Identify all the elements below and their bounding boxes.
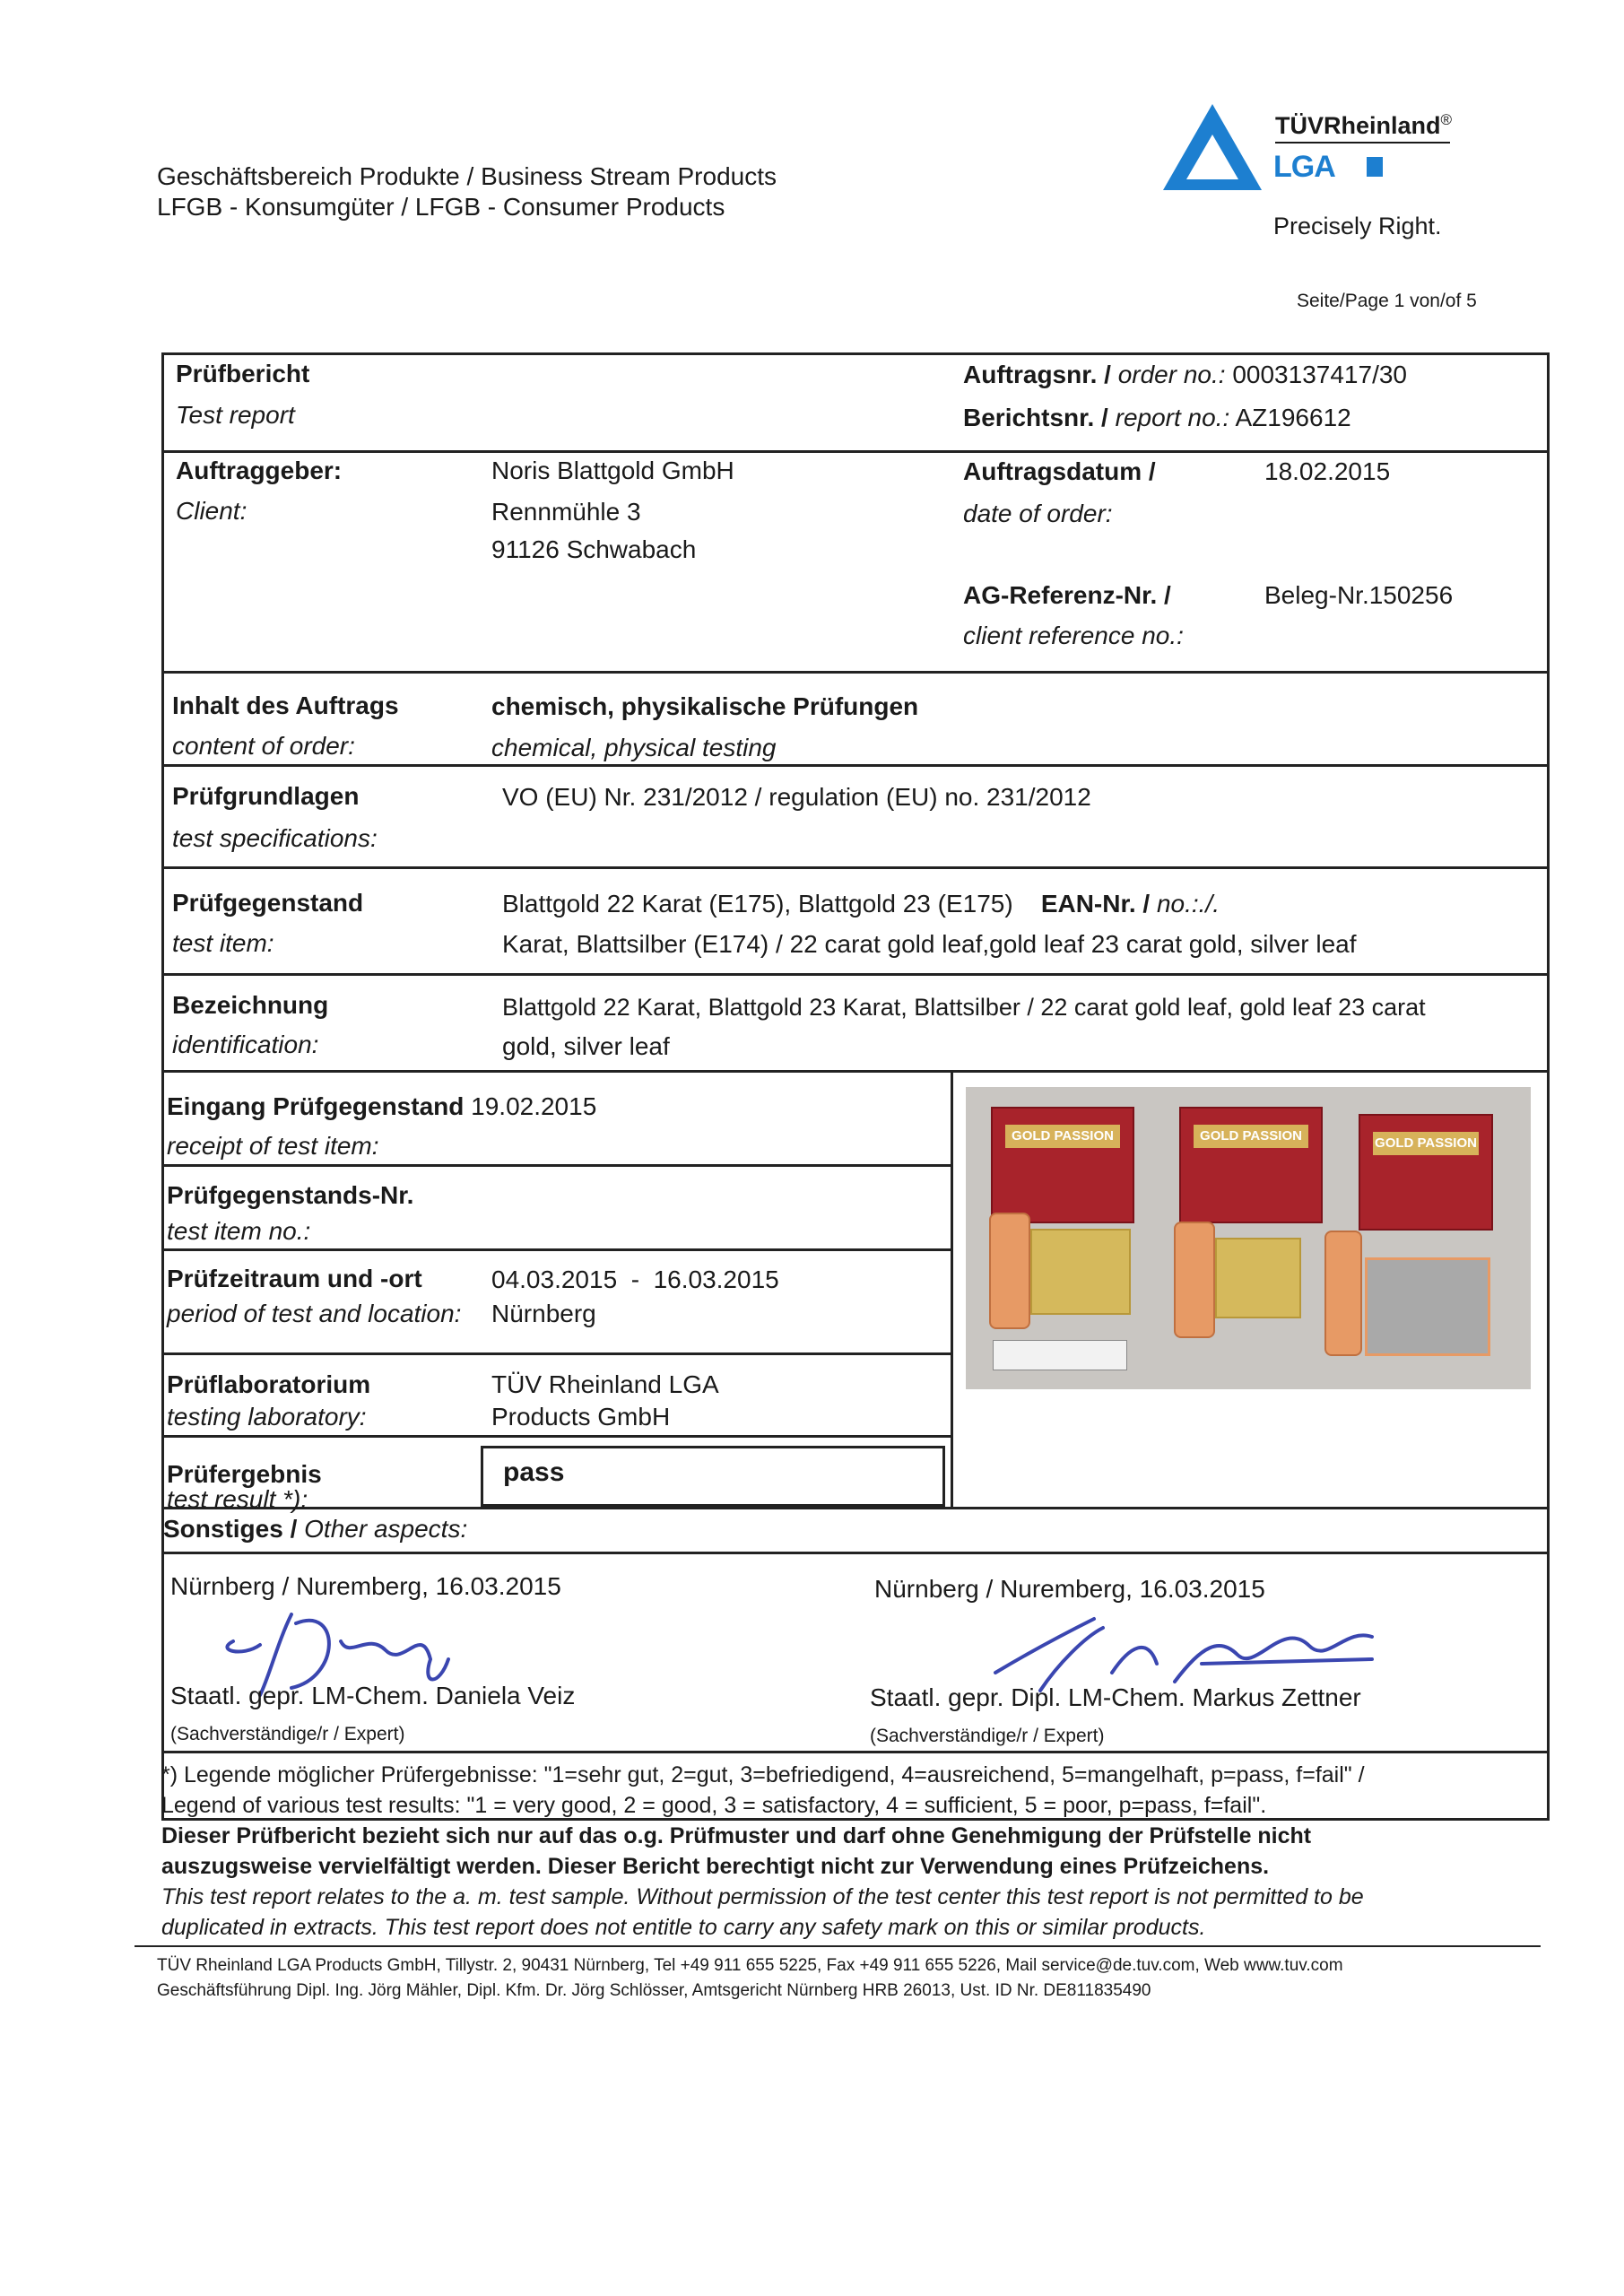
ean-value: ./. (1198, 890, 1220, 918)
brand-name-text: TÜVRheinland (1275, 112, 1441, 139)
divider-after-item (161, 973, 1550, 976)
receipt-value: 19.02.2015 (471, 1092, 597, 1120)
gold-roll-1 (989, 1213, 1030, 1329)
order-label-en: order no.: (1117, 361, 1226, 388)
client-ref-value: Beleg-Nr.150256 (1264, 581, 1454, 609)
divider-after-lab (161, 1435, 952, 1438)
report-title-de: Prüfbericht (176, 360, 310, 387)
other-label-en: Other aspects: (304, 1515, 468, 1543)
receipt-row (167, 1091, 596, 1122)
result-value: pass (503, 1457, 565, 1487)
left-place-date: Nürnberg / Nuremberg, 16.03.2015 (170, 1572, 561, 1600)
content-label-de: Inhalt des Auftrags (172, 691, 399, 719)
divider-after-item-no (161, 1248, 952, 1251)
legend-line-2: Legend of various test results: "1 = very good, 2 = good, 3 = satisfactory, 4 = sufficient, 5 = poor, p=pass, f=fail". (161, 1793, 1267, 1818)
footer-line-2: Geschäftsführung Dipl. Ing. Jörg Mähler, Dipl. Kfm. Dr. Jörg Schlösser, Amtsgericht Nürnberg HRB 26013, Ust. ID Nr. DE811835490 (157, 1981, 1151, 2000)
divider-after-specs (161, 866, 1550, 869)
period-dates: 04.03.2015 - 16.03.2015 (491, 1265, 779, 1293)
item-label-en: test item: (172, 929, 274, 957)
divider-after-content (161, 764, 1550, 767)
measuring-ruler (993, 1340, 1127, 1370)
left-name: Staatl. gepr. LM-Chem. Daniela Veiz (170, 1682, 576, 1709)
identification-label-de: Bezeichnung (172, 991, 329, 1019)
packet-3-label: GOLD PASSION (1373, 1132, 1479, 1155)
other-label-de: Sonstiges / (163, 1515, 298, 1543)
lga-square-icon (1367, 157, 1383, 177)
content-value-de: chemisch, physikalische Prüfungen (491, 692, 919, 720)
page-indicator: Seite/Page 1 von/of 5 (1297, 291, 1477, 311)
order-date-value: 18.02.2015 (1264, 457, 1391, 485)
lab-value-line2: Products GmbH (491, 1403, 671, 1431)
report-title-en: Test report (176, 401, 295, 429)
brand-name (1275, 106, 1452, 140)
divider-after-result (161, 1507, 1550, 1509)
lga-logo: LGA (1273, 150, 1335, 184)
order-label-de: Auftragsnr. / (963, 361, 1111, 388)
report-number-row (963, 403, 1351, 433)
receipt-label-en: receipt of test item: (167, 1132, 379, 1160)
footer-line-1: TÜV Rheinland LGA Products GmbH, Tillystr. 2, 90431 Nürnberg, Tel +49 911 655 5225, Fax +49 911 655 5226, Mail service@de.tuv.com, Web www.tuv.com (157, 1956, 1343, 1975)
identification-value-line2: gold, silver leaf (502, 1032, 670, 1060)
legend-line-1: *) Legende möglicher Prüfergebnisse: "1=sehr gut, 2=gut, 3=befriedigend, 4=ausreichend, 5=mangelhaft, p=pass, f=fail" / (161, 1762, 1365, 1787)
divider-after-period (161, 1352, 952, 1355)
client-ref-label-de: AG-Referenz-Nr. / (963, 581, 1171, 609)
client-label-en: Client: (176, 497, 248, 525)
packet-2-label: GOLD PASSION (1194, 1125, 1308, 1148)
specs-label-de: Prüfgrundlagen (172, 782, 360, 810)
legend-line-4: auszugsweise vervielfältigt werden. Dieser Bericht berechtigt nicht zur Verwendung eines Prüfzeichens. (161, 1854, 1270, 1879)
divider-after-receipt (161, 1164, 952, 1167)
item-value-line2: Karat, Blattsilber (E174) / 22 carat gold leaf,gold leaf 23 carat gold, silver leaf (502, 930, 1357, 958)
tuv-triangle-logo-icon (1161, 100, 1264, 195)
right-border (1547, 352, 1550, 1821)
consumer-products-line: LFGB - Konsumgüter / LFGB - Consumer Products (157, 193, 725, 221)
other-aspects-row (163, 1514, 467, 1544)
photo-column-divider (951, 1070, 953, 1508)
legend-line-6: duplicated in extracts. This test report does not entitle to carry any safety mark on this or similar products. (161, 1915, 1206, 1940)
silver-roll (1324, 1231, 1362, 1356)
item-no-label-en: test item no.: (167, 1217, 311, 1245)
client-ref-label-en: client reference no.: (963, 622, 1184, 649)
report-label-de: Berichtsnr. / (963, 404, 1108, 431)
result-label-de: Prüfergebnis (167, 1460, 322, 1488)
identification-label-en: identification: (172, 1031, 319, 1058)
client-city: 91126 Schwabach (491, 535, 697, 563)
lab-label-en: testing laboratory: (167, 1403, 367, 1431)
specs-value: VO (EU) Nr. 231/2012 / regulation (EU) no. 231/2012 (502, 783, 1091, 811)
registered-mark: ® (1440, 111, 1453, 128)
client-label-de: Auftraggeber: (176, 457, 343, 484)
footer-rule (135, 1945, 1541, 1947)
client-street: Rennmühle 3 (491, 498, 641, 526)
legend-line-5: This test report relates to the a. m. test sample. Without permission of the test center this test report is not permitted to be (161, 1884, 1364, 1909)
period-location: Nürnberg (491, 1300, 596, 1327)
packet-1 (991, 1107, 1134, 1223)
ean-label-en: no.: (1156, 890, 1199, 918)
divider-after-signatures (161, 1751, 1550, 1753)
right-role: (Sachverständige/r / Expert) (870, 1726, 1105, 1746)
item-no-label-de: Prüfgegenstands-Nr. (167, 1181, 414, 1209)
client-name: Noris Blattgold GmbH (491, 457, 734, 484)
product-photo (966, 1087, 1531, 1389)
divider-after-other (161, 1552, 1550, 1554)
top-border (161, 352, 1550, 355)
right-name: Staatl. gepr. Dipl. LM-Chem. Markus Zettner (870, 1683, 1361, 1711)
silver-leaf-sample (1365, 1257, 1490, 1356)
divider-after-identification (161, 1070, 1550, 1073)
period-label-de: Prüfzeitraum und -ort (167, 1265, 422, 1292)
right-place-date: Nürnberg / Nuremberg, 16.03.2015 (874, 1575, 1265, 1603)
divider-after-report (161, 450, 1550, 453)
packet-1-label: GOLD PASSION (1005, 1125, 1120, 1148)
brand-divider (1275, 142, 1450, 144)
item-value-line1: Blattgold 22 Karat (E175), Blattgold 23 (E175) (502, 890, 1013, 918)
specs-label-en: test specifications: (172, 824, 378, 852)
packet-2 (1179, 1107, 1323, 1223)
business-stream-line: Geschäftsbereich Produkte / Business Stream Products (157, 162, 777, 190)
item-label-de: Prüfgegenstand (172, 889, 364, 917)
result-label-en: test result *): (167, 1485, 308, 1513)
gold-leaf-sample-1 (1030, 1229, 1131, 1315)
slogan: Precisely Right. (1273, 213, 1442, 239)
divider-after-client (161, 671, 1550, 674)
order-number-row (963, 360, 1407, 390)
item-value-line1-row (502, 889, 1220, 919)
report-value: AZ196612 (1235, 404, 1351, 431)
lab-label-de: Prüflaboratorium (167, 1370, 371, 1398)
order-value: 0003137417/30 (1232, 361, 1407, 388)
left-role: (Sachverständige/r / Expert) (170, 1724, 405, 1744)
identification-value-line1: Blattgold 22 Karat, Blattgold 23 Karat, Blattsilber / 22 carat gold leaf, gold leaf 23 carat (502, 994, 1426, 1021)
ean-label: EAN-Nr. / (1040, 890, 1151, 918)
receipt-label-de: Eingang Prüfgegenstand (167, 1092, 465, 1120)
order-date-label-de: Auftragsdatum / (963, 457, 1156, 485)
result-box (481, 1446, 945, 1507)
gold-roll-2 (1174, 1222, 1215, 1338)
left-border (161, 352, 164, 1821)
content-label-en: content of order: (172, 732, 355, 760)
report-label-en: report no.: (1115, 404, 1230, 431)
gold-leaf-sample-2 (1215, 1238, 1301, 1318)
order-date-label-en: date of order: (963, 500, 1113, 527)
packet-3 (1359, 1114, 1493, 1231)
content-value-en: chemical, physical testing (491, 734, 777, 761)
lab-value-line1: TÜV Rheinland LGA (491, 1370, 719, 1398)
legend-line-3: Dieser Prüfbericht bezieht sich nur auf das o.g. Prüfmuster und darf ohne Genehmigung der Prüfstelle nicht (161, 1823, 1312, 1848)
period-label-en: period of test and location: (167, 1300, 462, 1327)
